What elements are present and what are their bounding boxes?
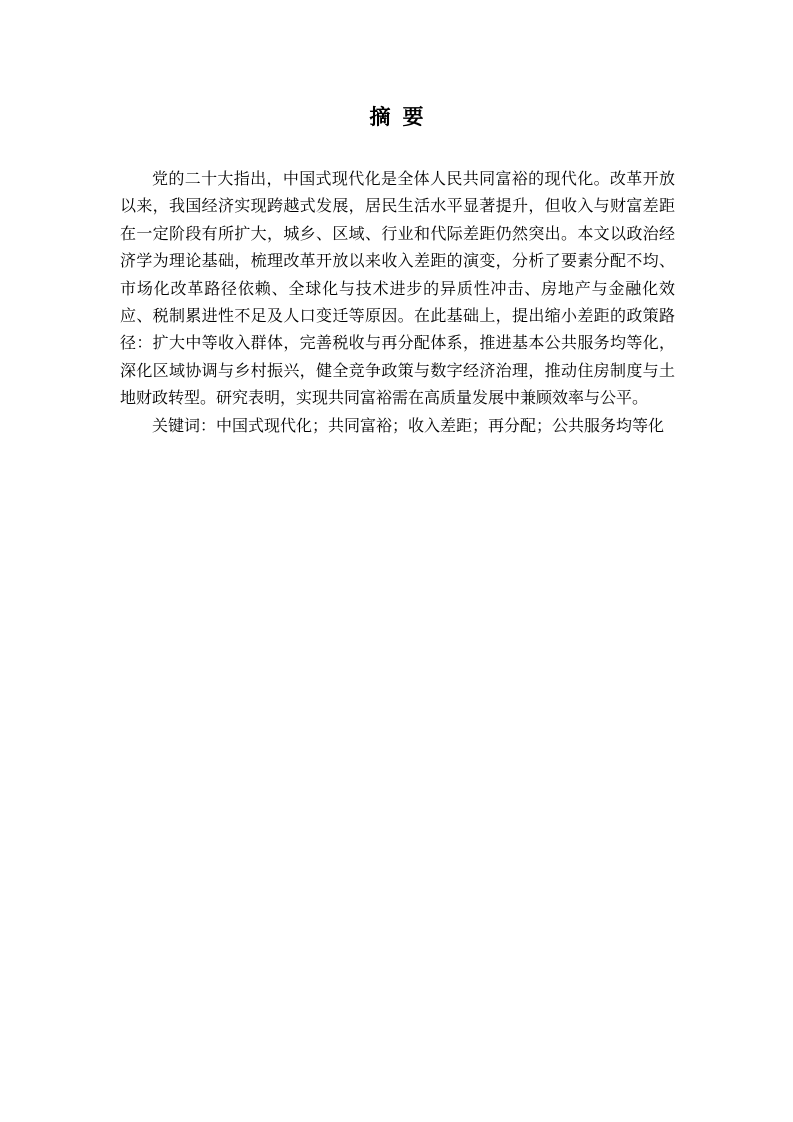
abstract-paragraph: 党的二十大指出，中国式现代化是全体人民共同富裕的现代化。改革开放以来，我国经济实现跨越式发展，居民生活水平显著提升，但收入与财富差距在一定阶段有所扩大，城乡、区域、行业和代际差距仍然突出。本文以政治经济学为理论基础，梳理改革开放以来收入差距的演变，分析了要素分配不均、市场化改革路径依赖、全球化与技术进步的异质性冲击、房地产与金融化效应、税制累进性不足及人口变迁等原因。在此基础上，提出缩小差距的政策路径：扩大中等收入群体，完善税收与再分配体系，推进基本公共服务均等化，深化区域协调与乡村振兴，健全竞争政策与数字经济治理，推动住房制度与土地财政转型。研究表明，实现共同富裕需在高质量发展中兼顾效率与公平。 <box>120 169 675 408</box>
abstract-title: 摘要 <box>369 105 436 129</box>
keywords-line <box>120 412 675 439</box>
keywords-label: 关键词： <box>152 415 217 435</box>
abstract-body <box>120 165 675 439</box>
keywords-list: 中国式现代化；共同富裕；收入差距；再分配；公共服务均等化 <box>216 415 665 435</box>
